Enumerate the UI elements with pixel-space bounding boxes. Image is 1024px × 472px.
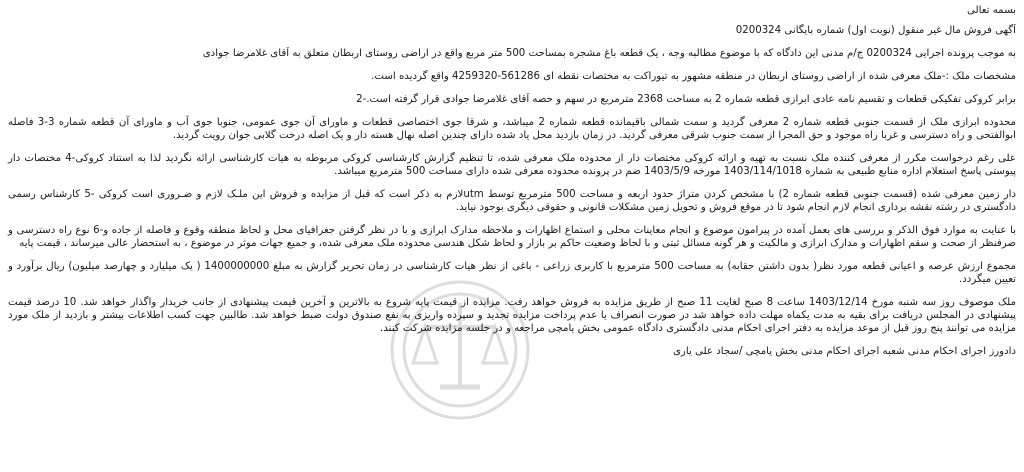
- paragraph-case-intro: به موجب پرونده اجرایی 0200324 ج/م مدنی این دادگاه که با موضوع مطالبه وجه ، یک قطعه باغ مشجره بمساحت 500 متر مربع واقع در اراضی روستای اربطان متعلق به آقای غلامرضا جوادی: [202, 48, 1016, 59]
- signature-line: دادورز اجرای احکام مدنی شعبه اجرای احکام مدنی بخش یامچی /سجاد علی یاری: [672, 346, 1016, 357]
- judiciary-seal-watermark: [385, 275, 535, 425]
- paragraph-auction-terms: ملک موصوف روز سه شنبه مورخ 1403/12/14 ساعت 8 صبح لغایت 11 صبح از طریق مزایده به فروش خواهد رفت. مزایده از قیمت پایه شروع به بالاترین و آخرین قیمت پیشنهادی از جانب خریدار واگذار خواهد شد. 10 درصد قیمت پیشنهادی در المجلس دریافت برای بقیه به مدت یکماه مهلت داده خواهد شد در صورت انصراف یا عدم پرداخت مزایده تجدید و سپرده واریزی به نفع صندوق دولت ضبط خواهد شد. طالبین جهت کسب اطلاعات بیشتر و بازدید از ملک مورد مزایده می توانند پنج روز قبل از موعد مزایده به دفتر اجرای احکام مدنی دادگستری دادگاه عمومی بخش یامچی مراجعه و در جلسه مزایده شرکت کنند.: [8, 297, 1016, 334]
- invocation: بسمه تعالی: [967, 5, 1016, 16]
- seal-icon: [392, 282, 528, 418]
- paragraph-property-specs: مشخصات ملک :-ملک معرفی شده از اراضی روستای اربطان در منطقه مشهور به تیوراکت به مختصات نقطه ای 561286-4259320 واقع گردیده است.: [371, 71, 1016, 82]
- paragraph-valuation: مجموع ارزش عرصه و اعیانی قطعه مورد نظر( بدون داشتن حقابه) به مساحت 500 مترمربع با کاربری زراعی - باغی از نظر هیات کارشناسی در زمان تحریر گزارش به مبلغ 1400000000 ( یک میلیارد و چهارصد میلیون) ریال برآورد و تعیین میگردد.: [8, 261, 1016, 285]
- paragraph-item-2: برابر کروکی تفکیکی قطعات و تقسیم نامه عادی ابرازی قطعه شماره 2 به مساحت 2368 مترمربع در سهم و حصه آقای غلامرضا جوادی قرار گرفته است.-2: [356, 94, 1016, 105]
- notice-heading: آگهی فروش مال غیر منقول (نوبت اول) شماره بایگانی 0200324: [735, 25, 1016, 36]
- paragraph-item-4: علی رغم درخواست مکرر از معرفی کننده ملک نسبت به تهیه و ارائه کروکی مختصات دار از محدوده ملک معرفی شده، تا تنظیم گزارش کارشناسی کروکی مربوطه به هیات کارشناسی ارائه نگردید لذا به استناد کروکی-4 مختصات دار پیوستی پاسخ استعلام اداره منابع طبیعی به شماره 1403/114/1018 مورخه 1403/5/9 ضم در پرونده محدوده معرفی شده دارای مساحت 500 مترمربع میباشد.: [8, 153, 1017, 177]
- paragraph-item-6: با عنایت به موارد فوق الذکر و بررسی های بعمل آمده در پیرامون موضوع و انجام معاینات محلی و استماع اظهارات و ملاحظه مدارک ابرازی و با در نظر گرفتن جغرافیای محل و لحاظ منطقه وقوع و فاصله از جاده و-6 نوع راه دسترسی و صرفنظر از صحت و سقم اظهارات و مدارک ابرازی و مالکیت و هر گونه مسائل ثبتی و با لحاظ وضعیت حاکم بر بازار و لحاظ شکل هندسی محدوده ملک معرفی شده، و جمیع جهات موثر در موضوع ، به استحضار عالی میرساند ، قیمت پایه: [8, 225, 1016, 249]
- paragraph-item-5: دار زمین معرفی شده (قسمت جنوبی قطعه شماره 2) با مشخص کردن متراژ حدود اربعه و مساحت 500 مترمربع توسط utmلازم به ذکر است که قبل از مزایده و فروش این ملـک لازم و ضـروری است کروکی -5 کارشناس رسمی دادگستری در رشته نقشه برداری انجام لازم انجام شود تا در موقع فروش و تحویل زمین مشکلات قانونی و حقوقی دیگری بوجود نیاید.: [8, 189, 1017, 213]
- paragraph-item-3: محدوده ابرازی ملک از قسمت جنوبی قطعه شماره 2 معرفی گردید و سمت شمالی باقیمانده قطعه شماره 2 میباشد، و شرقا جوی اختصاصی قطعات و ماورای آن جوی عمومی، جنوبا جوی آب و ماورای آن قطعه شماره 3-3 فاصله ابوالفتحی و راه دسترسی و غربا راه موجود و حق المجرا از سمت جنوب شرقی معرفی گردید. در زمان بازدید محل یاد شده دارای چندین اصله نهال هسته دار و یک اصله درخت گلابی جوان رویت گردید.: [8, 117, 1016, 141]
